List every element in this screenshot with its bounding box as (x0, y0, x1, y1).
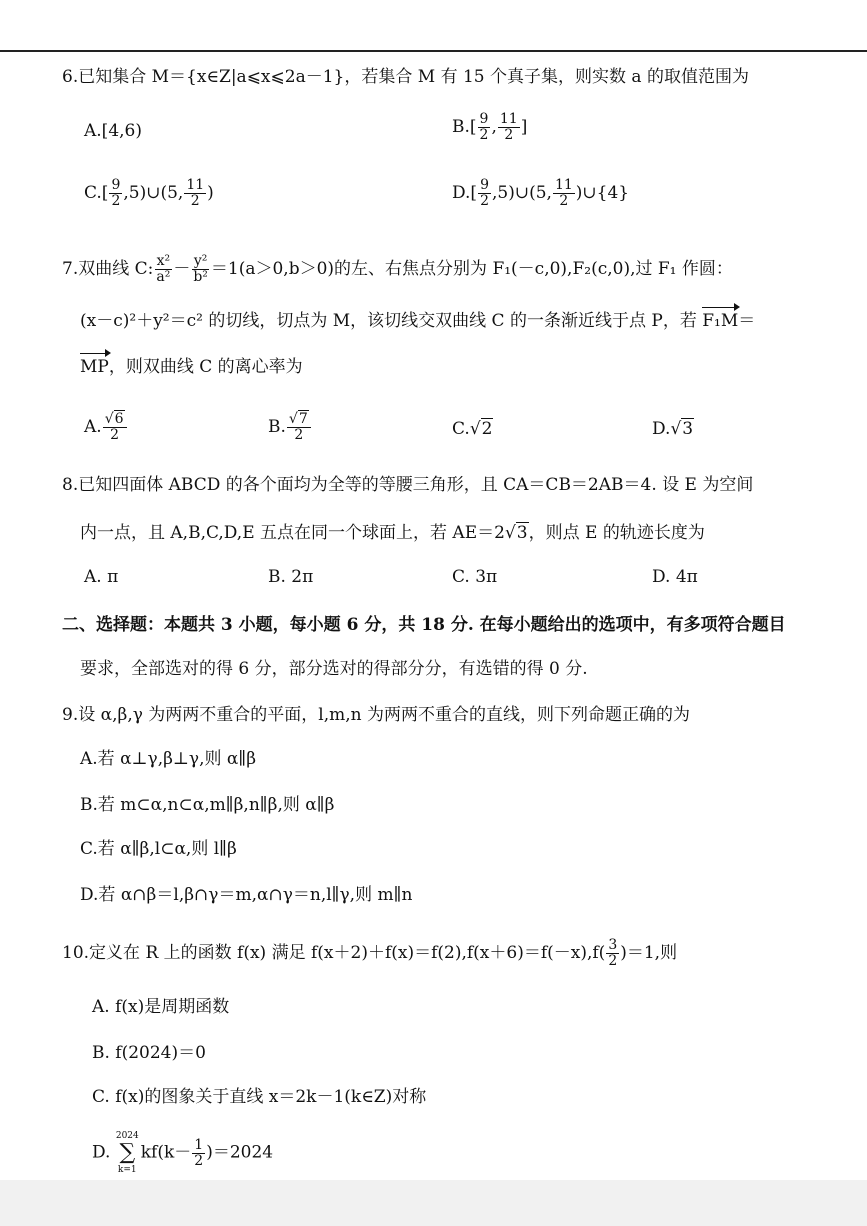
q9-option-d: D.若 α∩β＝l,β∩γ＝m,α∩γ＝n,l∥γ,则 m∥n (80, 885, 413, 905)
fraction: $\frac{11}{2}$ (554, 177, 573, 209)
fraction: $\frac{9}{2}$ (111, 177, 121, 209)
section-2-instructions: 要求，全部选对的得 6 分，部分选对的得部分分，有选错的得 0 分. (80, 659, 588, 679)
vector-f1m: F₁M (702, 311, 739, 331)
q7-option-b: B. $\frac{√7}{2}$ (268, 412, 312, 443)
q7-stem-line-3: MP，则双曲线 C 的离心率为 (80, 357, 303, 377)
q9-option-b: B.若 m⊂α,n⊂α,m∥β,n∥β,则 α∥β (80, 795, 335, 815)
fraction: $\frac{\text{x²}}{\text{a²}}$ (156, 253, 171, 285)
fraction: $\frac{\text{y²}}{\text{b²}}$ (193, 253, 208, 285)
q8-option-d: D. 4π (652, 567, 698, 587)
page-bottom-band (0, 1180, 867, 1226)
fraction: $\frac{3}{2}$ (608, 937, 618, 969)
fraction: $\frac{1}{2}$ (194, 1136, 204, 1169)
summation: 2024 ∑ k=1 (115, 1131, 139, 1175)
q10-option-d: D. 2024 ∑ k=1 kf(k－ $\frac{1}{2}$ )＝2024 (92, 1131, 274, 1175)
q9-option-c: C.若 α∥β,l⊂α,则 l∥β (80, 839, 237, 859)
fraction: $\frac{√6}{2}$ (103, 412, 127, 443)
fraction: $\frac{9}{2}$ (480, 177, 489, 209)
q7-option-d: D.√3 (652, 419, 694, 439)
q9-option-a: A.若 α⊥γ,β⊥γ,则 α∥β (80, 749, 257, 769)
fraction: $\frac{11}{2}$ (186, 177, 205, 209)
q6-option-b: B.[ $\frac{9}{2}$ , $\frac{11}{2}$ ] (452, 111, 528, 143)
q8-option-a: A. π (84, 567, 119, 587)
fraction: $\frac{√7}{2}$ (287, 412, 311, 443)
q7-option-a: A. $\frac{√6}{2}$ (84, 412, 128, 443)
q6-option-d: D.[ $\frac{9}{2}$ ,5)∪(5, $\frac{11}{2}$ )∪{4} (452, 177, 630, 209)
section-2-heading: 二、选择题：本题共 3 小题，每小题 6 分，共 18 分. 在每小题给出的选项中，有多项符合题目 (62, 615, 786, 635)
q10-stem: 10.定义在 R 上的函数 f(x) 满足 f(x＋2)＋f(x)＝f(2),f(x＋6)＝f(－x),f( $\frac{3}{2}$ )＝1,则 (62, 937, 678, 969)
q10-option-a: A. f(x)是周期函数 (92, 997, 230, 1017)
fraction: $\frac{9}{2}$ (479, 111, 489, 143)
top-rule (0, 50, 867, 52)
q9-stem: 9.设 α,β,γ 为两两不重合的平面，l,m,n 为两两不重合的直线，则下列命题正确的为 (62, 705, 691, 725)
q8-stem-line-2: 内一点，且 A,B,C,D,E 五点在同一个球面上，若 AE＝2√3，则点 E 的轨迹长度为 (80, 523, 705, 543)
q7-stem-line-1: 7.双曲线 C: $\frac{\text{x²}}{\text{a²}}$ － $\frac{\text{y²}}{\text{b²}}$ ＝1(a＞0,b＞0)的左、右焦点分别为 F₁(－c,0),F₂(c,0),过 F₁ 作圆： (62, 253, 733, 285)
vector-mp: MP (80, 357, 109, 377)
q10-option-b: B. f(2024)＝0 (92, 1043, 206, 1063)
q8-stem-line-1: 8.已知四面体 ABCD 的各个面均为全等的等腰三角形，且 CA＝CB＝2AB＝4. 设 E 为空间 (62, 475, 754, 495)
q6-stem: 6.已知集合 M＝{x∈Z|a⩽x⩽2a－1}，若集合 M 有 15 个真子集，则实数 a 的取值范围为 (62, 67, 749, 87)
q8-option-c: C. 3π (452, 567, 498, 587)
fraction: $\frac{11}{2}$ (499, 111, 518, 143)
q10-option-c: C. f(x)的图象关于直线 x＝2k－1(k∈Z)对称 (92, 1087, 427, 1107)
q7-option-c: C.√2 (452, 419, 493, 439)
q8-option-b: B. 2π (268, 567, 314, 587)
q6-option-a: A.[4,6) (84, 121, 142, 141)
q7-stem-line-2: (x－c)²＋y²＝c² 的切线，切点为 M，该切线交双曲线 C 的一条渐近线于点 P，若 F₁M＝ (80, 311, 756, 331)
q6-option-c: C.[ $\frac{9}{2}$ ,5)∪(5, $\frac{11}{2}$ ) (84, 177, 214, 209)
